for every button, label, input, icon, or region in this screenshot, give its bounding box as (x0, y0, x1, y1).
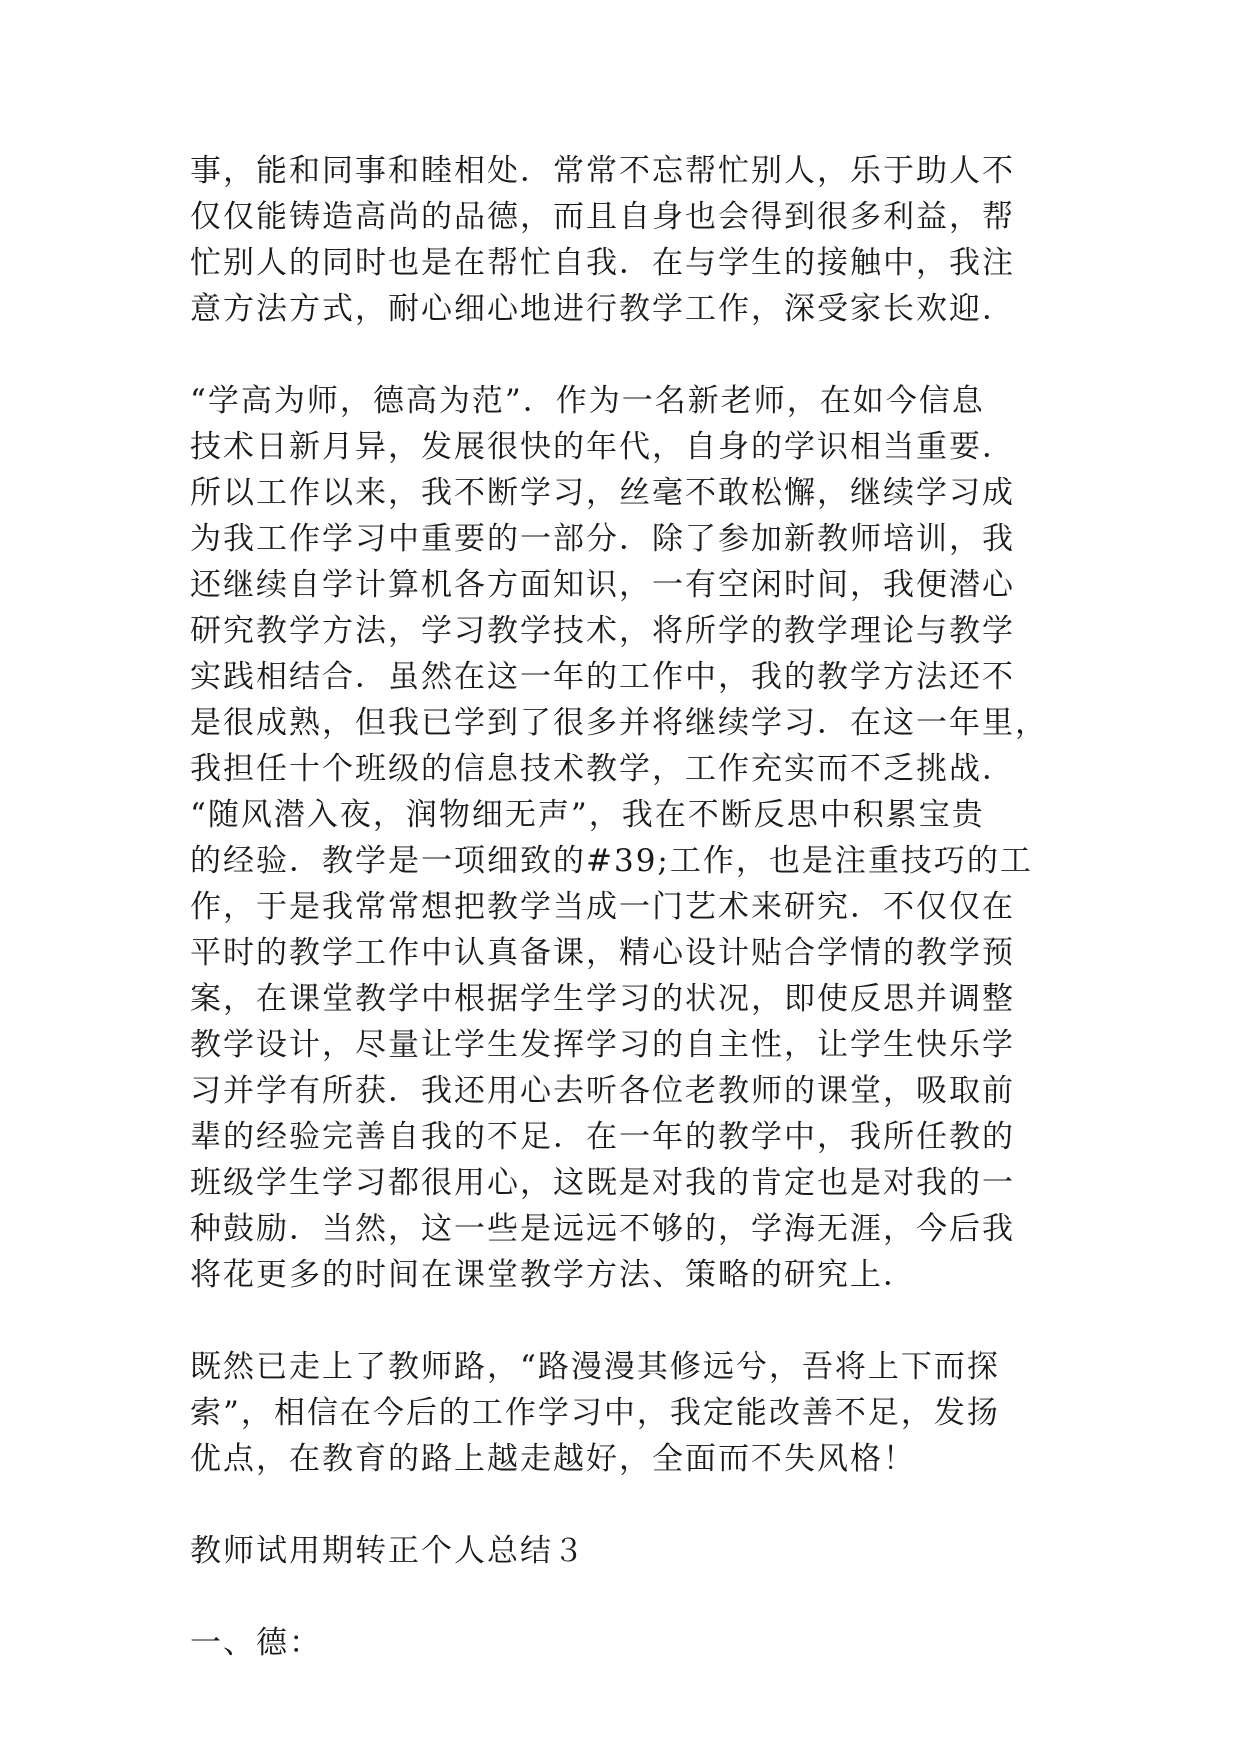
paragraph-1 (190, 148, 1050, 332)
text-line: 意方法方式，耐心细心地进行教学工作，深受家长欢迎． (190, 291, 1015, 327)
text-line: 作，于是我常常想把教学当成一门艺术来研究．不仅仅在 (190, 889, 1015, 925)
text-line: 平时的教学工作中认真备课，精心设计贴合学情的教学预 (190, 935, 1015, 971)
subsection-heading: 一、德： (190, 1625, 322, 1661)
text-line: 忙别人的同时也是在帮忙自我．在与学生的接触中，我注 (190, 245, 1015, 281)
paragraph-spacer (190, 1298, 1050, 1344)
text-line: 实践相结合．虽然在这一年的工作中，我的教学方法还不 (190, 659, 1015, 695)
paragraph-spacer (190, 332, 1050, 378)
text-line: 还继续自学计算机各方面知识，一有空闲时间，我便潜心 (190, 567, 1015, 603)
paragraph-spacer (190, 1574, 1050, 1620)
text-line: 教学设计，尽量让学生发挥学习的自主性，让学生快乐学 (190, 1027, 1015, 1063)
text-line: 辈的经验完善自我的不足．在一年的教学中，我所任教的 (190, 1119, 1015, 1155)
text-line: 索”，相信在今后的工作学习中，我定能改善不足，发扬 (190, 1395, 1000, 1431)
text-line: 将花更多的时间在课堂教学方法、策略的研究上． (190, 1257, 916, 1293)
text-line: 事，能和同事和睦相处．常常不忘帮忙别人，乐于助人不 (190, 153, 1015, 189)
paragraph-2 (190, 378, 1050, 1298)
text-line: “随风潜入夜，润物细无声”，我在不断反思中积累宝贵 (190, 797, 985, 833)
text-line: 的经验．教学是一项细致的#39;工作，也是注重技巧的工 (190, 843, 1033, 879)
paragraph-3 (190, 1344, 1050, 1482)
text-line: 既然已走上了教师路，“路漫漫其修远兮，吾将上下而探 (190, 1349, 1000, 1385)
text-line: 案，在课堂教学中根据学生学习的状况，即使反思并调整 (190, 981, 1015, 1017)
text-line: 习并学有所获．我还用心去听各位老教师的课堂，吸取前 (190, 1073, 1015, 1109)
text-line: 研究教学方法，学习教学技术，将所学的教学理论与教学 (190, 613, 1015, 649)
text-line: 优点，在教育的路上越走越好，全面而不失风格！ (190, 1441, 916, 1477)
paragraph-spacer (190, 1482, 1050, 1528)
section-heading: 教师试用期转正个人总结３ (190, 1533, 586, 1569)
text-line: 是很成熟，但我已学到了很多并将继续学习．在这一年里， (190, 705, 1048, 741)
document-body (190, 148, 1050, 1666)
text-line: 班级学生学习都很用心，这既是对我的肯定也是对我的一 (190, 1165, 1015, 1201)
text-line: 我担任十个班级的信息技术教学，工作充实而不乏挑战． (190, 751, 1015, 787)
text-line: 技术日新月异，发展很快的年代，自身的学识相当重要． (190, 429, 1015, 465)
text-line: 种鼓励．当然，这一些是远远不够的，学海无涯，今后我 (190, 1211, 1015, 1247)
text-line: “学高为师，德高为范”．作为一名新老师，在如今信息 (190, 383, 985, 419)
text-line: 仅仅能铸造高尚的品德，而且自身也会得到很多利益，帮 (190, 199, 1015, 235)
text-line: 为我工作学习中重要的一部分．除了参加新教师培训，我 (190, 521, 1015, 557)
text-line: 所以工作以来，我不断学习，丝毫不敢松懈，继续学习成 (190, 475, 1015, 511)
